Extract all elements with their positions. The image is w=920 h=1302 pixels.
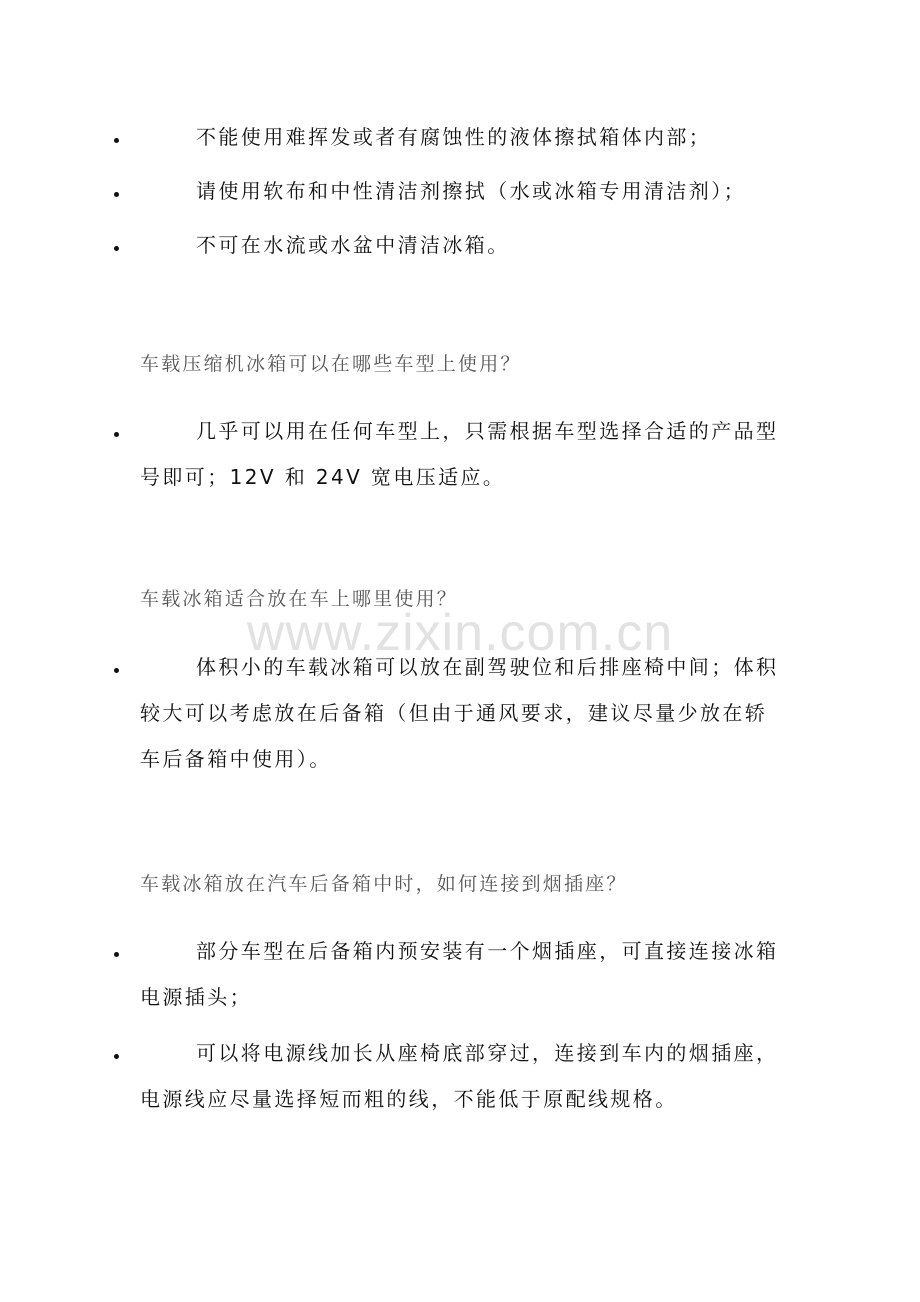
bullet-dot [114,1054,119,1059]
list-item-text: 请使用软布和中性清洁剂擦拭（水或冰箱专用清洁剂）； [196,179,746,203]
bullet-dot [114,668,119,673]
faq-question: 车载冰箱放在汽车后备箱中时，如何连接到烟插座？ [140,873,628,895]
bullet-dot [114,246,119,251]
faq-question: 车载压缩机冰箱可以在哪些车型上使用？ [140,353,522,375]
bullet-dot [114,192,119,197]
list-item-text: 不可在水流或水盆中清洁冰箱。 [196,233,510,257]
bullet-dot [114,432,119,437]
faq-answer: 部分车型在后备箱内预安装有一个烟插座，可直接连接冰箱电源插头； [140,939,779,1009]
bullet-dot [114,952,119,957]
faq-question: 车载冰箱适合放在车上哪里使用？ [140,588,459,610]
faq-answer: 体积小的车载冰箱可以放在副驾驶位和后排座椅中间；体积较大可以考虑放在后备箱（但由于通风要求，建议尽量少放在轿车后备箱中使用）。 [140,655,779,771]
faq-answer: 几乎可以用在任何车型上，只需根据车型选择合适的产品型号即可；12V 和 24V 宽电压适应。 [140,419,779,489]
bullet-dot [114,138,119,143]
list-item-text: 不能使用难挥发或者有腐蚀性的液体擦拭箱体内部； [196,125,712,149]
watermark: www.zixin.com.cn [246,604,674,662]
faq-answer: 可以将电源线加长从座椅底部穿过，连接到车内的烟插座，电源线应尽量选择短而粗的线，不能低于原配线规格。 [140,1041,779,1111]
